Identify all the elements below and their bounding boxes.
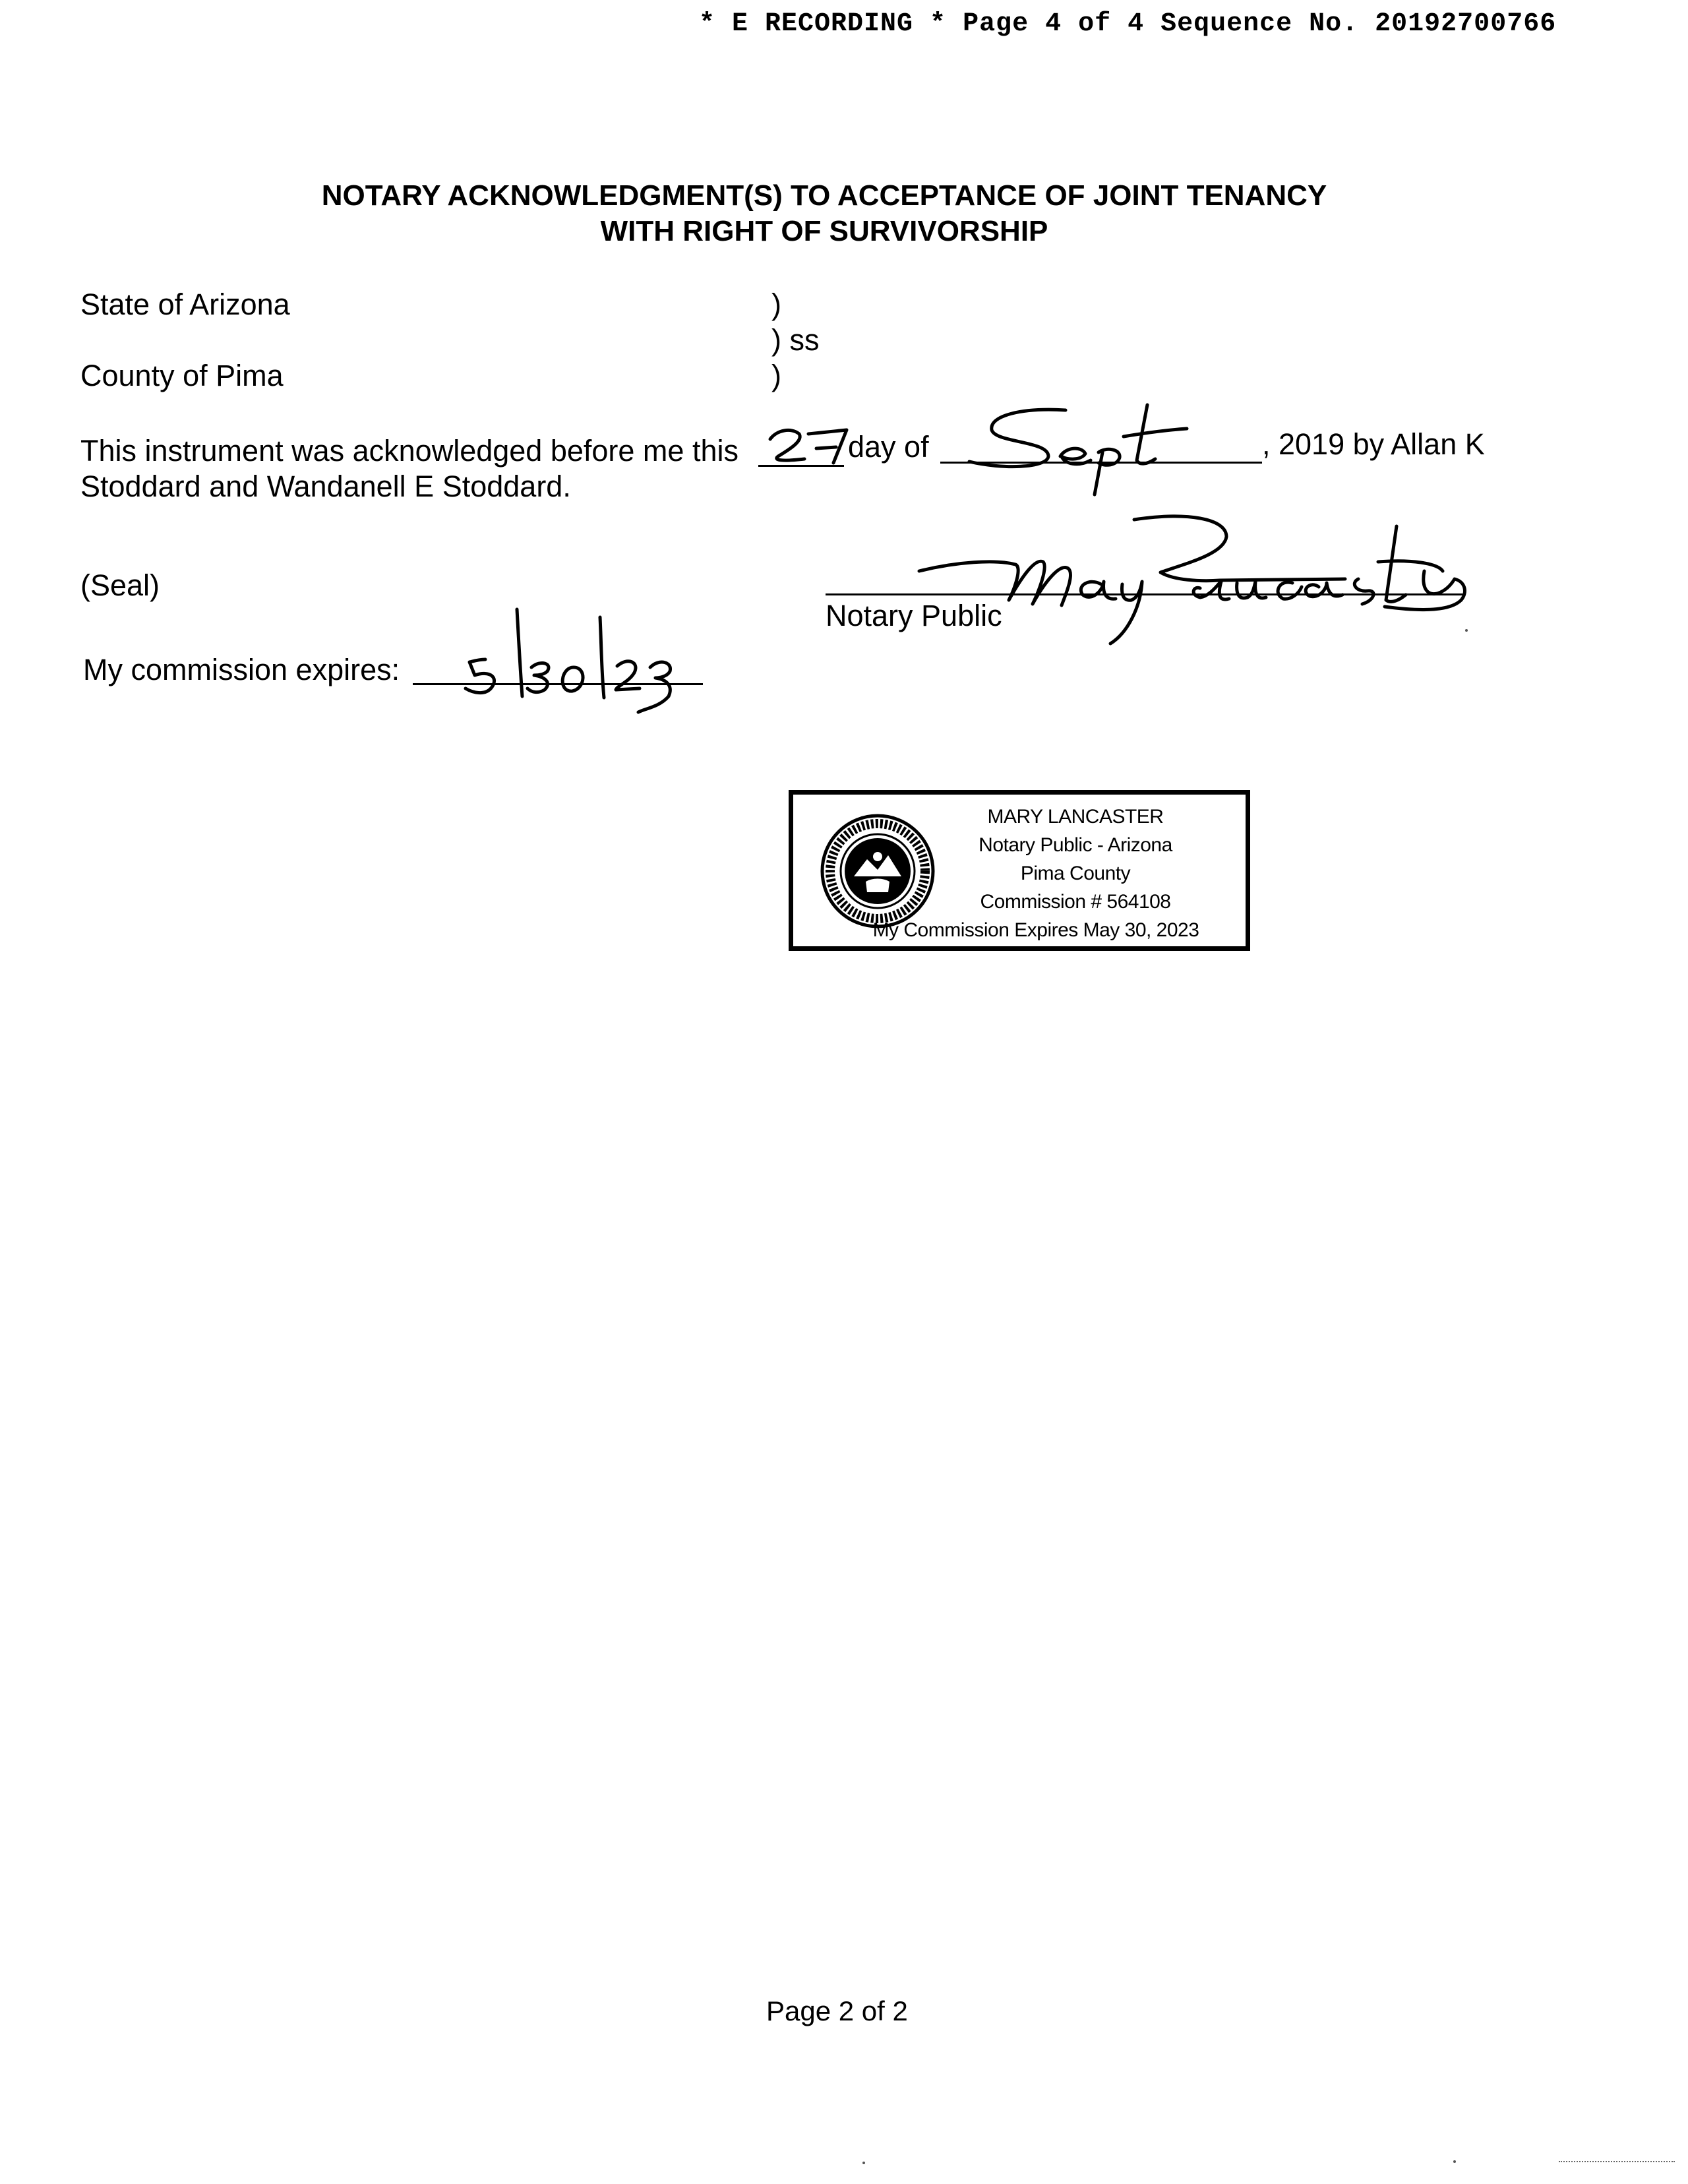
seal-label: (Seal) xyxy=(80,568,160,602)
handwritten-month xyxy=(950,396,1213,508)
scan-artifact-line xyxy=(1559,2161,1675,2162)
stamp-title: Notary Public - Arizona xyxy=(979,834,1172,856)
ack-suffix: , 2019 by Allan K xyxy=(1262,427,1485,461)
ack-prefix: This instrument was acknowledged before me this xyxy=(80,434,738,468)
handwritten-commission-date xyxy=(462,593,712,712)
notary-signature xyxy=(910,508,1477,659)
paren-ss: ) ss xyxy=(771,323,820,357)
ack-day-label: day of xyxy=(848,430,929,464)
commission-label: My commission expires: xyxy=(83,653,400,686)
county-label: County of Pima xyxy=(80,359,284,392)
ack-line-2: Stoddard and Wandanell E Stoddard. xyxy=(80,470,571,503)
document-title-line-1: NOTARY ACKNOWLEDGMENT(S) TO ACCEPTANCE OF JOINT TENANCY xyxy=(321,179,1327,212)
scan-speck xyxy=(1465,629,1468,632)
paren-top: ) xyxy=(771,288,781,321)
stamp-name: MARY LANCASTER xyxy=(987,806,1164,828)
page-number: Page 2 of 2 xyxy=(766,1995,908,2026)
document-title-line-2: WITH RIGHT OF SURVIVORSHIP xyxy=(600,215,1048,247)
state-label: State of Arizona xyxy=(80,288,290,321)
handwritten-day xyxy=(765,422,851,468)
stamp-county: Pima County xyxy=(1020,863,1131,884)
recording-header: * E RECORDING * Page 4 of 4 Sequence No. 20192700766 xyxy=(699,9,1557,39)
scan-speck xyxy=(862,2162,865,2164)
stamp-commission: Commission # 564108 xyxy=(980,891,1171,913)
paren-bottom: ) xyxy=(771,359,781,392)
notary-stamp xyxy=(789,790,1250,951)
scan-speck xyxy=(1453,2160,1456,2163)
notary-public-label: Notary Public xyxy=(826,599,1002,632)
stamp-expiry: My Commission Expires May 30, 2023 xyxy=(872,919,1199,941)
